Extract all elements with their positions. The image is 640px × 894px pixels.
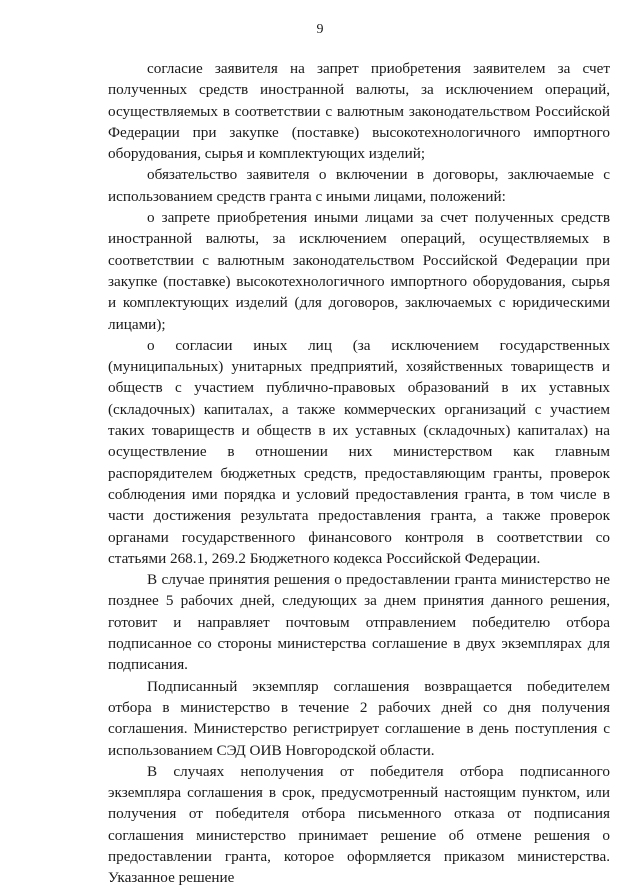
- paragraph-currency-ban-third-parties: о запрете приобретения иными лицами за счет полученных средств иностранной валюты, за исключением операций, осуществляемых в соответствии с валютным законодательством Российской Федерации при закупке (поставке) высокотехнологичного импортного оборудования, сырья и комплектующих изделий (для договоров, заключаемых с юридическими лицами);: [108, 209, 610, 333]
- paragraph-consent-currency-ban: согласие заявителя на запрет приобретения заявителем за счет полученных средств иностранной валюты, за исключением операций, осуществляемых в соответствии с валютным законодательством Российской Федерации при закупке (поставке) высокотехнологичного импортного оборудования, сырья и комплектующих изделий;: [108, 60, 610, 163]
- paragraph-grant-decision-procedure: В случае принятия решения о предоставлении гранта министерство не позднее 5 рабочих дней, следующих за днем принятия данного решения, готовит и направляет почтовым отправлением победителю отбора подписанное со стороны министерства соглашение в двух экземплярах для подписания.: [108, 571, 610, 674]
- paragraph-contract-obligation: обязательство заявителя о включении в договоры, заключаемые с использованием средств гранта с иными лицами, положений:: [108, 166, 610, 205]
- paragraph-non-receipt-cancellation: В случаях неполучения от победителя отбора подписанного экземпляра соглашения в срок, предусмотренный настоящим пунктом, или получения от победителя отбора письменного отказа от подписания соглашения министерство принимает решение об отмене решения о предоставлении гранта, которое оформляется приказом министерства. Указанное решение: [108, 762, 610, 887]
- paragraph-consent-to-audits: о согласии иных лиц (за исключением государственных (муниципальных) унитарных предприятий, хозяйственных товариществ и обществ с участием публично-правовых образований в их уставных (складочных) капиталах, а также коммерческих организаций с участием таких товариществ и обществ в их уставных (складочных) капиталах) на осуществление в отношении них министерством как главным распорядителем бюджетных средств, предоставляющим гранты, проверок соблюдения ими порядка и условий предоставления гранта, в том числе в части достижения результата предоставления гранта, а также проверок органами государственного финансового контроля в соответствии со статьями 268.1, 269.2 Бюджетного кодекса Российской Федерации.: [108, 336, 610, 567]
- page-number: 9: [316, 22, 324, 37]
- document-body: [108, 58, 610, 889]
- paragraph-signed-copy-return: Подписанный экземпляр соглашения возвращается победителем отбора в министерство в течение 2 рабочих дней со дня получения соглашения. Министерство регистрирует соглашение в день поступления с использованием СЭД ОИВ Новгородской области.: [108, 677, 610, 759]
